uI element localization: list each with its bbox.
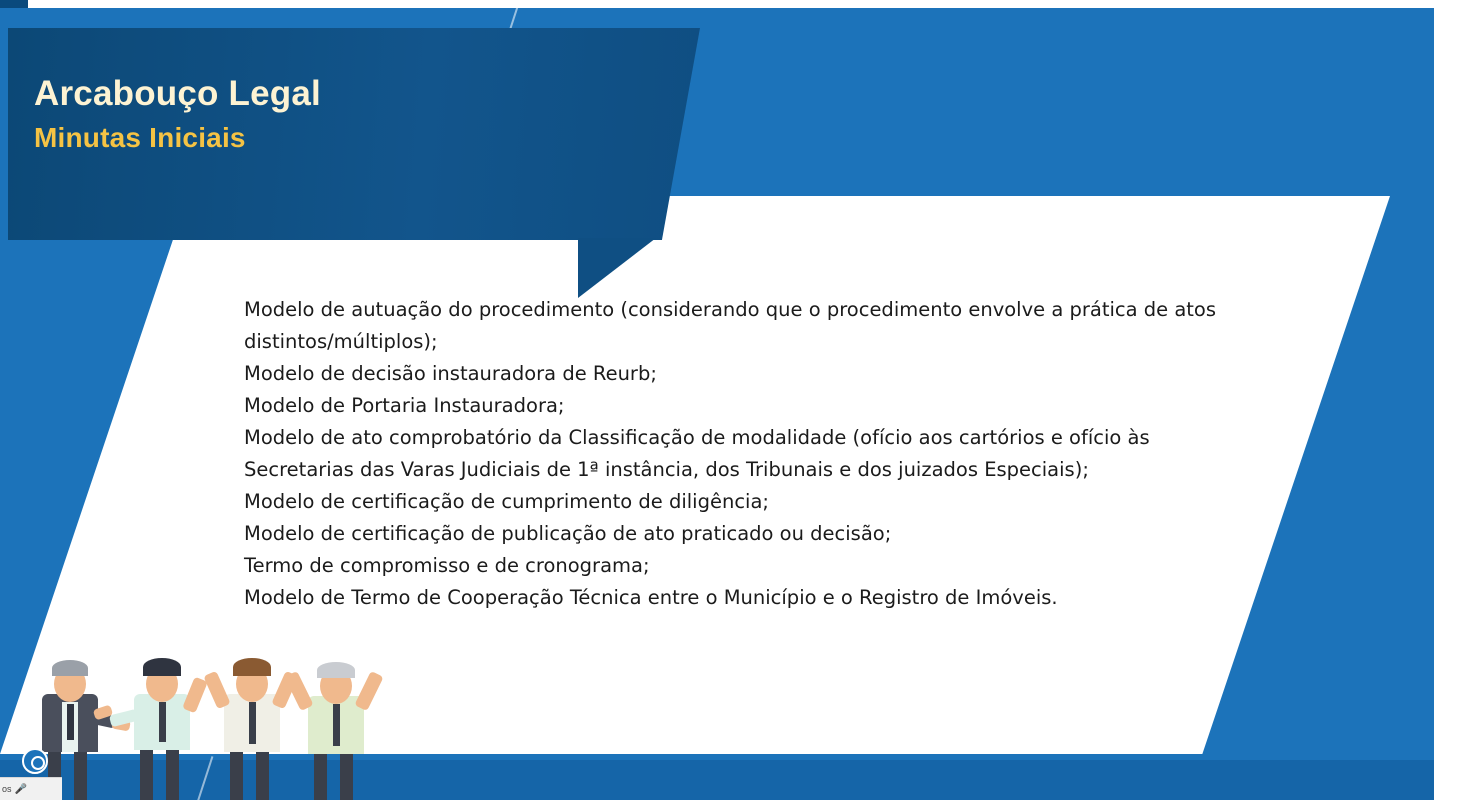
hair [52,660,88,676]
leg [230,746,243,800]
slide-subtitle: Minutas Iniciais [34,122,246,153]
hair [143,658,181,676]
tie [333,704,340,746]
leg [340,748,353,800]
status-bar [0,777,62,800]
tie [67,704,74,740]
leg [140,744,153,800]
person-2 [126,650,200,800]
tie [249,702,256,744]
person-4 [300,650,374,800]
body-line: Modelo de decisão instauradora de Reurb; [244,362,657,385]
search-icon[interactable] [22,748,48,774]
body-line: Modelo de certificação de cumprimento de diligência; [244,490,769,513]
slide-body-text [244,294,1254,614]
tie [159,702,166,742]
header-bubble-tail [578,238,656,298]
arm-raised [203,671,230,710]
window-top-strip [0,0,1465,8]
leg [166,744,179,800]
body-line: Modelo de autuação do procedimento (considerando que o procedimento envolve a prática de atos distintos/múltiplos); [244,298,1217,353]
microphone-muted-icon[interactable]: 🎤 [14,783,27,795]
body-line: Modelo de certificação de publicação de ato praticado ou decisão; [244,522,892,545]
leg [314,748,327,800]
body-line: Modelo de ato comprobatório da Classificação de modalidade (ofício aos cartórios e ofício às Secretarias das Varas Judiciais de 1ª instância, dos Tribunais e dos juizados Especiais); [244,426,1150,481]
hair [233,658,271,676]
people-illustration [28,645,378,800]
leg [74,746,87,800]
slide-title: Arcabouço Legal [34,74,321,113]
window-top-left-accent [0,0,28,8]
body-line: Termo de compromisso e de cronograma; [244,554,650,577]
person-3 [216,650,290,800]
leg [256,746,269,800]
status-bar-label: os [2,784,12,794]
hair [317,662,355,678]
slide-right-margin [1434,0,1465,800]
body-line: Modelo de Termo de Cooperação Técnica entre o Município e o Registro de Imóveis. [244,586,1058,609]
body-line: Modelo de Portaria Instauradora; [244,394,565,417]
